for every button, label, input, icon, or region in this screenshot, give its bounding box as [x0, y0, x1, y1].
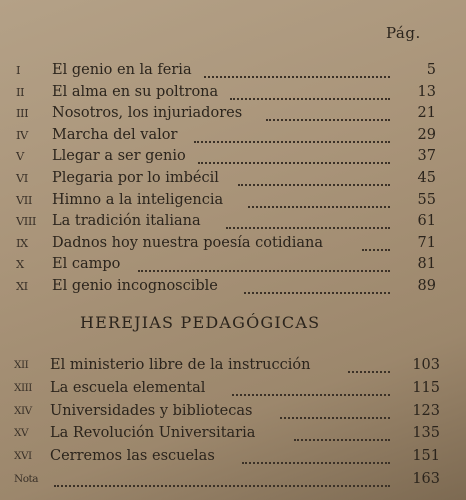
- chapter-number: VI: [16, 170, 28, 185]
- chapter-page: 89: [417, 277, 436, 294]
- toc-entry: [16, 60, 436, 82]
- chapter-number: XVI: [14, 450, 32, 463]
- dot-leader: [242, 461, 390, 464]
- chapter-number: V: [16, 149, 24, 164]
- chapter-number: IV: [16, 127, 28, 142]
- toc-entry: [16, 82, 436, 104]
- chapter-title: La escuela elemental: [50, 379, 206, 396]
- chapter-number: X: [16, 257, 24, 272]
- dot-leader: [198, 161, 390, 164]
- chapter-title: El genio en la feria: [52, 62, 192, 78]
- chapter-title: Dadnos hoy nuestra poesía cotidiana: [52, 234, 324, 251]
- dot-leader: [362, 248, 390, 251]
- table-of-contents-part-two: [14, 354, 440, 491]
- dot-leader: [248, 205, 390, 208]
- section-heading: HEREJIAS PEDAGÓGICAS: [80, 313, 321, 332]
- chapter-number: XV: [14, 427, 29, 440]
- chapter-title: Plegaria por lo imbécil: [52, 169, 219, 186]
- chapter-page: 71: [417, 234, 436, 251]
- toc-entry: [14, 468, 440, 491]
- chapter-page: 61: [417, 213, 436, 230]
- chapter-number: III: [16, 106, 29, 121]
- toc-entry: [16, 103, 436, 125]
- dot-leader: [294, 438, 390, 441]
- toc-entry: [14, 422, 440, 445]
- chapter-page: 13: [417, 83, 436, 100]
- page-column-header: Pág.: [386, 24, 421, 42]
- chapter-page: 81: [417, 256, 436, 273]
- dot-leader: [230, 97, 390, 100]
- dot-leader: [226, 226, 390, 229]
- chapter-page: 103: [412, 357, 440, 373]
- chapter-page: 135: [412, 425, 440, 442]
- chapter-title: La Revolución Universitaria: [50, 425, 256, 442]
- chapter-page: 21: [417, 105, 436, 122]
- chapter-page: 151: [412, 448, 440, 465]
- toc-entry: [16, 233, 436, 255]
- chapter-title: La tradición italiana: [52, 213, 201, 230]
- chapter-title: Himno a la inteligencia: [52, 191, 224, 208]
- chapter-title: Cerremos las escuelas: [50, 448, 215, 465]
- toc-entry: [14, 354, 440, 377]
- toc-entry: [16, 276, 436, 298]
- chapter-number: XIV: [14, 404, 32, 417]
- chapter-page: 45: [417, 169, 436, 186]
- toc-entry: [14, 445, 440, 468]
- chapter-number: VII: [16, 192, 32, 207]
- dot-leader: [138, 269, 390, 272]
- chapter-title: El genio incognoscible: [52, 277, 218, 294]
- toc-entry: [16, 125, 436, 147]
- toc-entry: [16, 211, 436, 233]
- chapter-number: IX: [16, 235, 28, 250]
- dot-leader: [238, 183, 390, 186]
- chapter-page: 5: [426, 62, 436, 78]
- dot-leader: [244, 291, 390, 294]
- toc-entry: [14, 377, 440, 400]
- chapter-number: XI: [16, 278, 28, 293]
- dot-leader: [280, 416, 390, 419]
- chapter-page: 55: [417, 191, 436, 208]
- chapter-title: Llegar a ser genio: [52, 148, 186, 165]
- chapter-title: Nosotros, los injuriadores: [52, 105, 243, 122]
- chapter-number: Nota: [14, 472, 38, 485]
- toc-entry: [16, 168, 436, 190]
- chapter-title: El campo: [52, 256, 121, 273]
- chapter-page: 115: [412, 379, 440, 396]
- toc-entry: [16, 254, 436, 276]
- dot-leader: [54, 484, 390, 487]
- chapter-page: 29: [417, 126, 436, 143]
- dot-leader: [204, 75, 390, 78]
- dot-leader: [266, 118, 390, 121]
- toc-entry: [14, 400, 440, 423]
- chapter-title: El ministerio libre de la instrucción: [50, 357, 311, 373]
- chapter-number: I: [16, 63, 21, 77]
- chapter-page: 37: [417, 148, 436, 165]
- chapter-title: Marcha del valor: [52, 126, 178, 143]
- dot-leader: [232, 393, 390, 396]
- toc-entry: [16, 190, 436, 212]
- toc-entry: [16, 146, 436, 168]
- chapter-number: VIII: [16, 214, 36, 229]
- table-of-contents: [16, 60, 436, 298]
- chapter-number: XIII: [14, 381, 32, 394]
- chapter-title: El alma en su poltrona: [52, 83, 219, 100]
- chapter-page: 163: [412, 470, 440, 487]
- chapter-title: Universidades y bibliotecas: [50, 402, 253, 419]
- dot-leader: [194, 140, 390, 143]
- chapter-number: II: [16, 84, 25, 99]
- chapter-number: XII: [14, 359, 29, 371]
- dot-leader: [348, 370, 390, 373]
- chapter-page: 123: [412, 402, 440, 419]
